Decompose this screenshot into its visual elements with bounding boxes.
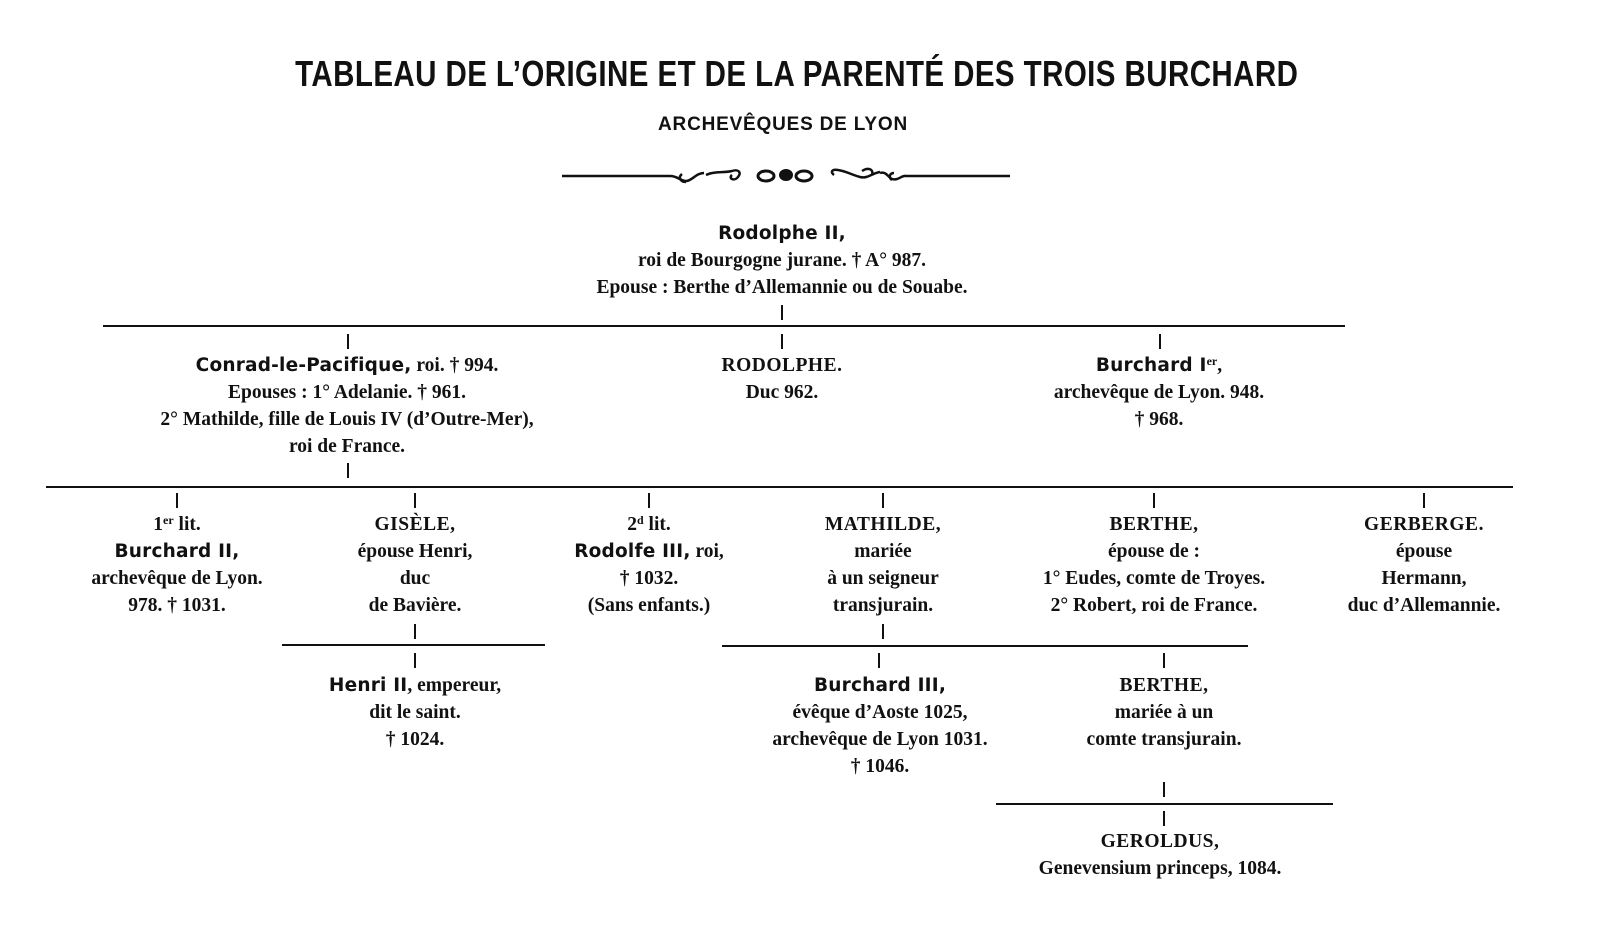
person-name: Burchard III, (813, 675, 947, 696)
person-detail: dit le saint. (369, 702, 461, 723)
connector-vertical (882, 493, 884, 508)
marriage-label: lit. (173, 514, 201, 535)
page-subtitle: ARCHEVÊQUES DE LYON (658, 114, 908, 135)
person-detail: mariée à un (1114, 702, 1214, 723)
person-detail: transjurain. (832, 595, 934, 616)
person-berthe-1 (1043, 511, 1265, 619)
connector-vertical (648, 493, 650, 508)
connector-vertical (781, 305, 783, 320)
punctuation: , (1217, 355, 1223, 376)
connector-vertical (1163, 811, 1165, 826)
person-detail: 2° Robert, roi de France. (1050, 595, 1258, 616)
marriage-number: 1 (153, 514, 163, 535)
person-detail: évêque d’Aoste 1025, (792, 702, 968, 723)
person-name: Rodolphe II, (718, 223, 846, 244)
person-detail: Genevensium princeps, 1084. (1038, 858, 1282, 879)
connector-vertical (1423, 493, 1425, 508)
person-detail: † 968. (1134, 409, 1184, 430)
person-name: GERBERGE. (1364, 514, 1484, 535)
person-title: , empereur, (407, 675, 502, 696)
person-name: GEROLDUS, (1100, 831, 1220, 852)
connector-vertical (347, 334, 349, 349)
person-detail: archevêque de Lyon. (91, 568, 263, 589)
person-gerberge (1348, 511, 1501, 619)
person-detail: mariée (854, 541, 912, 562)
person-name: Henri II (328, 675, 408, 696)
person-gisele (358, 511, 473, 619)
person-detail: à un seigneur (827, 568, 939, 589)
person-detail: épouse (1395, 541, 1453, 562)
person-name: BERTHE, (1119, 675, 1209, 696)
person-name: Conrad-le-Pacifique, (195, 355, 412, 376)
person-detail: roi de France. (288, 436, 406, 457)
person-detail: roi de Bourgogne jurane. † A° 987. (637, 250, 927, 271)
person-henri-ii (329, 672, 501, 753)
person-detail: épouse de : (1107, 541, 1201, 562)
person-detail: (Sans enfants.) (587, 595, 711, 616)
connector-vertical (878, 653, 880, 668)
connector-vertical (176, 493, 178, 508)
connector-vertical (1153, 493, 1155, 508)
connector-horizontal (996, 803, 1333, 805)
person-detail: archevêque de Lyon. 948. (1053, 382, 1265, 403)
connector-vertical (882, 624, 884, 639)
person-detail: Epouses : 1° Adelanie. † 961. (227, 382, 467, 403)
person-geroldus (1039, 828, 1282, 882)
person-burchard-iii (772, 672, 987, 780)
person-mathilde (825, 511, 941, 619)
marriage-label: lit. (643, 514, 671, 535)
person-detail: † 1024. (385, 729, 445, 750)
person-detail: † 1046. (850, 756, 910, 777)
person-rodolphe-ii (596, 220, 967, 301)
person-detail: † 1032. (619, 568, 679, 589)
person-detail: de Bavière. (368, 595, 462, 616)
person-detail: duc d’Allemannie. (1347, 595, 1501, 616)
connector-vertical (347, 463, 349, 478)
ordinal-superscript: d (636, 513, 644, 527)
marriage-number: 2 (627, 514, 637, 535)
person-detail: 2° Mathilde, fille de Louis IV (d’Outre-Mer), (160, 409, 534, 430)
person-name: BERTHE, (1109, 514, 1199, 535)
person-rodolphe-duc (722, 352, 843, 406)
connector-horizontal (722, 645, 1248, 647)
person-detail: archevêque de Lyon 1031. (772, 729, 988, 750)
connector-horizontal (103, 325, 1345, 327)
person-detail: 1° Eudes, comte de Troyes. (1042, 568, 1266, 589)
person-burchard-ii (91, 511, 262, 619)
ornament-flourish-icon (562, 163, 1010, 189)
connector-vertical (1159, 334, 1161, 349)
person-name: Burchard I (1095, 355, 1207, 376)
person-rodolfe-iii (574, 511, 724, 619)
connector-vertical (414, 653, 416, 668)
person-name: Rodolfe III, (574, 541, 691, 562)
person-title: roi, (690, 541, 724, 562)
person-name: GISÈLE, (374, 514, 456, 535)
ordinal-superscript: er (162, 513, 174, 527)
person-detail: épouse Henri, (357, 541, 473, 562)
connector-vertical (1163, 653, 1165, 668)
connector-horizontal (46, 486, 1513, 488)
connector-vertical (414, 624, 416, 639)
person-name: RODOLPHE. (721, 355, 843, 376)
page-title: TABLEAU DE L’ORIGINE ET DE LA PARENTÉ DES TROIS BURCHARD (295, 53, 1299, 94)
person-detail: comte transjurain. (1086, 729, 1242, 750)
connector-vertical (1163, 782, 1165, 797)
ordinal-superscript: er (1206, 354, 1218, 368)
connector-horizontal (282, 644, 545, 646)
person-detail: Epouse : Berthe d’Allemannie ou de Souabe. (596, 277, 968, 298)
connector-vertical (781, 334, 783, 349)
person-name: MATHILDE, (824, 514, 942, 535)
person-burchard-i (1054, 352, 1264, 433)
person-conrad-le-pacifique (160, 352, 533, 460)
person-detail: duc (399, 568, 431, 589)
person-title: roi. † 994. (411, 355, 499, 376)
person-detail: 978. † 1031. (128, 595, 226, 616)
person-name: Burchard II, (114, 541, 240, 562)
person-detail: Duc 962. (745, 382, 819, 403)
person-detail: Hermann, (1381, 568, 1467, 589)
connector-vertical (414, 493, 416, 508)
person-berthe-2 (1087, 672, 1242, 753)
